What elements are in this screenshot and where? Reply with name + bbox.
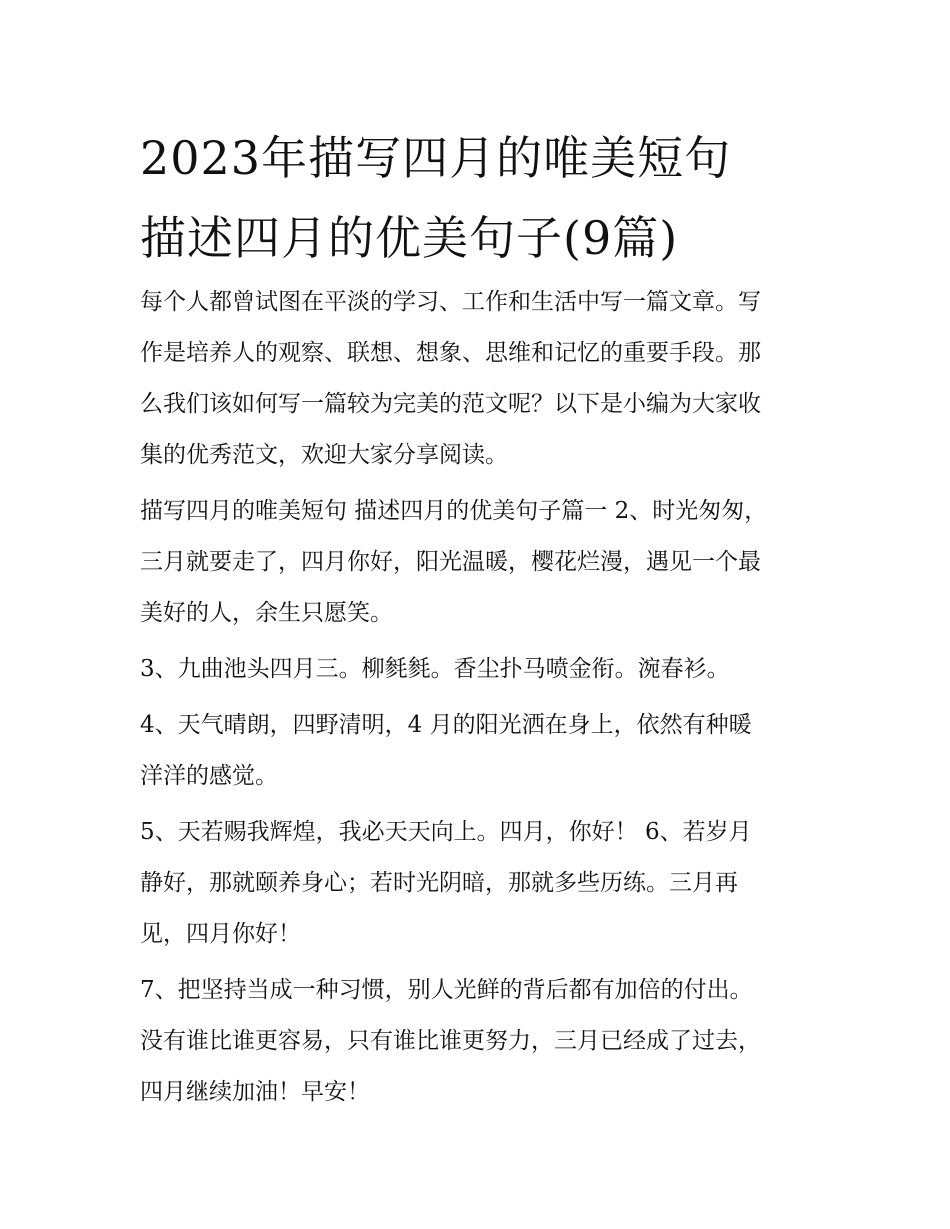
- text-line: 每个人都曾试图在平淡的学习、工作和生活中写一篇文章。写: [140, 289, 761, 315]
- text-line: 7、把坚持当成一种习惯，别人光鲜的背后都有加倍的付出。: [140, 977, 753, 1003]
- title-line-2: 描述四月的优美句子(9篇): [140, 211, 679, 265]
- text-line: 么我们该如何写一篇较为完美的范文呢？以下是小编为大家收: [140, 391, 761, 417]
- title-line-1: 2023年描写四月的唯美短句: [140, 131, 732, 185]
- text-line: 集的优秀范文，欢迎大家分享阅读。: [140, 442, 508, 468]
- text-line: 3、九曲池头四月三。柳毵毵。香尘扑马喷金衔。涴春衫。: [140, 656, 730, 682]
- paragraph-item-4: [140, 700, 820, 802]
- text-line: 5、天若赐我辉煌，我必天天向上。四月，你好！ 6、若岁月: [140, 819, 752, 845]
- text-line: 描写四月的唯美短句 描述四月的优美句子篇一 2、时光匆匆，: [140, 498, 768, 524]
- text-line: 静好，那就颐养身心；若时光阴暗，那就多些历练。三月再: [140, 870, 738, 896]
- text-line: 洋洋的感觉。: [140, 763, 278, 789]
- text-line: 三月就要走了，四月你好，阳光温暖，樱花烂漫，遇见一个最: [140, 549, 761, 575]
- text-line: 4、天气晴朗，四野清明，4 月的阳光洒在身上，依然有种暖: [140, 712, 752, 738]
- paragraph-item-3: [140, 644, 820, 695]
- text-line: 四月继续加油！早安！: [140, 1079, 370, 1105]
- paragraph-item-5-6: [140, 807, 820, 960]
- document-body: [140, 277, 820, 1123]
- paragraph-item-7: [140, 965, 820, 1118]
- paragraph-section-1: [140, 486, 820, 639]
- text-line: 美好的人，余生只愿笑。: [140, 600, 393, 626]
- paragraph-intro: [140, 277, 820, 481]
- text-line: 见，四月你好！: [140, 921, 301, 947]
- text-line: 作是培养人的观察、联想、想象、思维和记忆的重要手段。那: [140, 340, 761, 366]
- text-line: 没有谁比谁更容易，只有谁比谁更努力，三月已经成了过去，: [140, 1028, 761, 1054]
- document-title: [140, 118, 840, 278]
